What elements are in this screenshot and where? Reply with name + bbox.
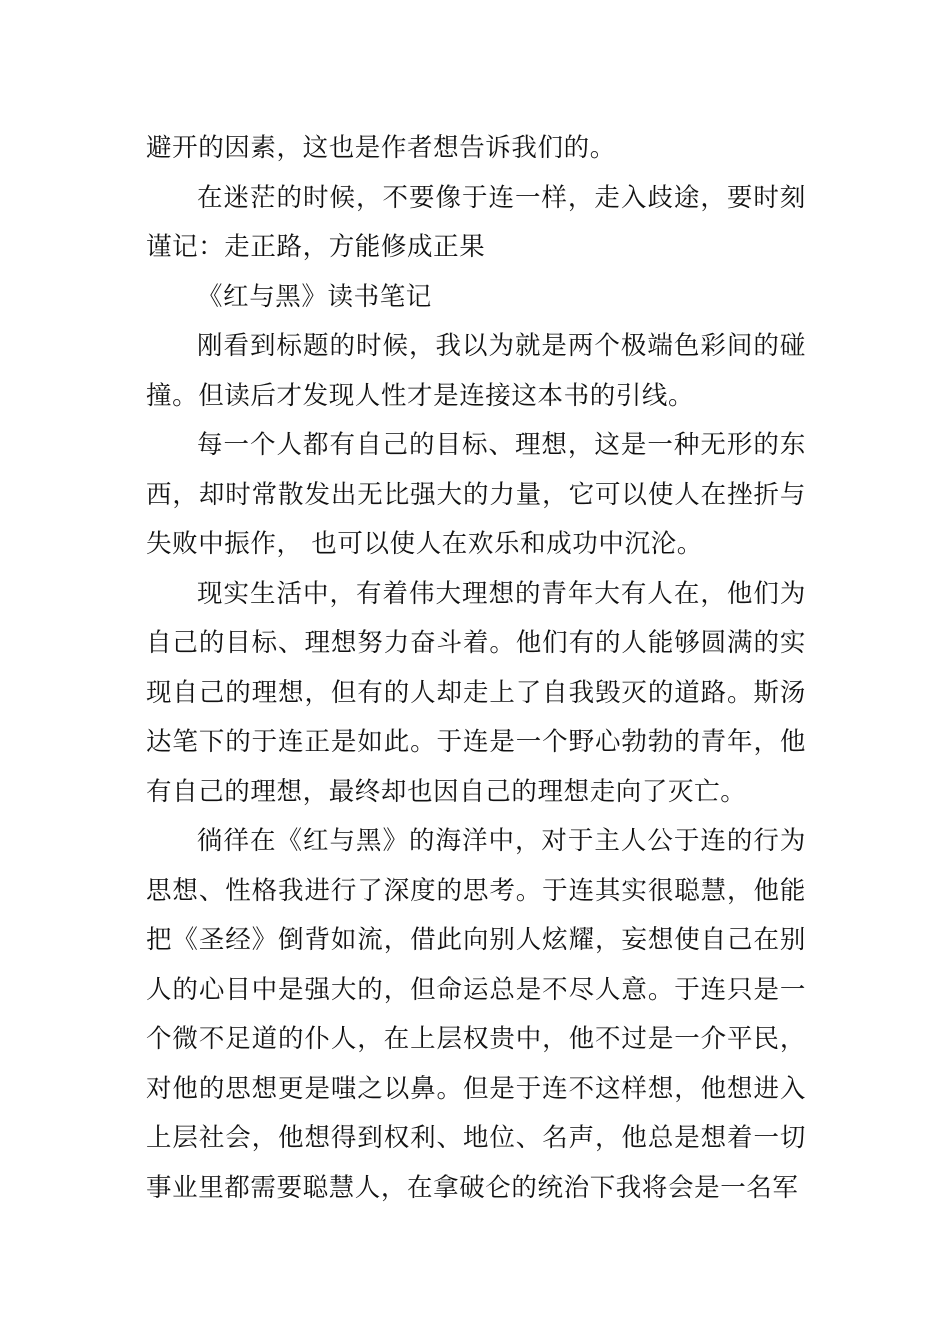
paragraph-intro: 刚看到标题的时候，我以为就是两个极端色彩间的碰撞。但读后才发现人性才是连接这本书的引线。 <box>146 331 806 411</box>
section-title: 《红与黑》读书笔记 <box>197 281 432 312</box>
paragraph-reality: 现实生活中，有着伟大理想的青年大有人在，他们为自己的目标、理想努力奋斗着。他们有的人能够圆满的实现自己的理想，但有的人却走上了自我毁灭的道路。斯汤达笔下的于连正是如此。于连是一个野心勃勃的青年，他有自己的理想，最终却也因自己的理想走向了灭亡。 <box>146 578 806 807</box>
paragraph-continuation: 避开的因素，这也是作者想告诉我们的。 <box>146 133 616 163</box>
paragraph-advice: 在迷茫的时候，不要像于连一样，走入歧途，要时刻谨记：走正路，方能修成正果 <box>146 182 806 262</box>
paragraph-ideals: 每一个人都有自己的目标、理想，这是一种无形的东西，却时常散发出无比强大的力量，它可以使人在挫折与失败中振作， 也可以使人在欢乐和成功中沉沦。 <box>146 430 806 559</box>
document-body <box>146 124 806 1213</box>
paragraph-reflection: 徜徉在《红与黑》的海洋中，对于主人公于连的行为思想、性格我进行了深度的思考。于连其实很聪慧，他能把《圣经》倒背如流，借此向别人炫耀，妄想使自己在别人的心目中是强大的，但命运总是不尽人意。于连只是一个微不足道的仆人，在上层权贵中，他不过是一介平民，对他的思想更是嗤之以鼻。但是于连不这样想，他想进入上层社会，他想得到权利、地位、名声，他总是想着一切事业里都需要聪慧人，在拿破仑的统治下我将会是一名军 <box>146 826 806 1203</box>
